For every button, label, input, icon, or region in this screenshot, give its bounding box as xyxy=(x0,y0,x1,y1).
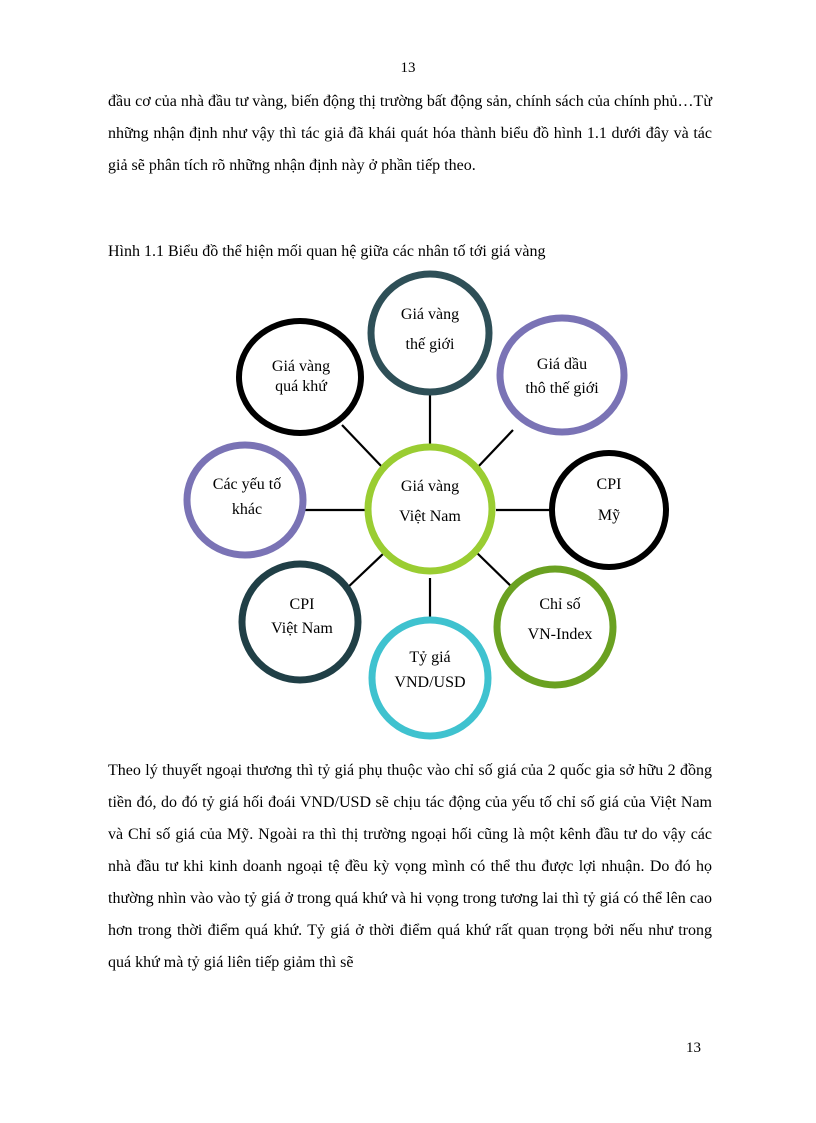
node-vn-index-line1: Chỉ số xyxy=(539,596,581,613)
node-center-vn-gold xyxy=(368,447,492,571)
node-center-line2: Việt Nam xyxy=(399,508,461,525)
node-world-gold xyxy=(371,274,489,392)
connector-past-gold xyxy=(342,425,383,468)
node-other-factors xyxy=(187,445,303,555)
node-world-gold-ring xyxy=(371,274,489,392)
node-world-gold-line2: thế giới xyxy=(405,336,455,353)
paragraph-exchange-rate: Theo lý thuyết ngoại thương thì tỷ giá phụ thuộc vào chỉ số giá của 2 quốc gia sở hữu 2 đồng tiền đó, do đó tỷ giá hối đoái VND/USD sẽ chịu tác động của yếu tố chỉ số giá của Việt Nam và Chỉ số giá của Mỹ. Ngoài ra thì thị trường ngoại hối cũng là một kênh đầu tư do vậy các nhà đầu tư khi kinh doanh ngoại tệ đều kỳ vọng mình có thể thu được lợi nhuận. Do đó họ thường nhìn vào vào tỷ giá ở trong quá khứ và hi vọng trong tương lai thì tỷ giá có thể lên cao hơn trong thời điểm quá khứ. Tỷ giá ở thời điểm quá khứ rất quan trọng bởi nếu như trong quá khứ mà tỷ giá liên tiếp giảm thì sẽ xyxy=(108,762,712,971)
node-cpi-us-line2: Mỹ xyxy=(597,507,621,524)
page-number-top: 13 xyxy=(400,60,416,76)
node-crude-oil-ring xyxy=(500,318,624,432)
figure-caption: Hình 1.1 Biểu đồ thể hiện mối quan hệ giữa các nhân tố tới giá vàng xyxy=(108,243,546,260)
node-exchange-rate xyxy=(372,620,488,736)
node-other-factors-ring xyxy=(187,445,303,555)
node-vn-index-line2: VN-Index xyxy=(527,626,593,643)
node-vn-index xyxy=(497,569,613,685)
node-past-gold xyxy=(239,321,361,433)
node-cpi-us-line1: CPI xyxy=(596,476,622,493)
connector-crude-oil xyxy=(476,430,513,469)
node-exchange-rate-line1: Tỷ giá xyxy=(409,649,451,666)
node-cpi-vn xyxy=(242,564,358,680)
node-other-factors-line2: khác xyxy=(231,501,263,518)
node-cpi-vn-line1: CPI xyxy=(289,596,315,613)
node-center-line1: Giá vàng xyxy=(400,478,460,495)
node-crude-oil xyxy=(500,318,624,432)
connector-cpi-vn xyxy=(345,554,383,590)
node-past-gold-line1: Giá vàng xyxy=(271,358,331,375)
node-past-gold-ring xyxy=(239,321,361,433)
node-other-factors-line1: Các yếu tố xyxy=(212,476,282,493)
node-cpi-us xyxy=(552,453,666,567)
page-number-bottom: 13 xyxy=(686,1040,701,1056)
node-past-gold-line2: quá khứ xyxy=(275,378,327,395)
node-crude-oil-line1: Giá dầu xyxy=(536,356,588,373)
node-crude-oil-line2: thô thế giới xyxy=(525,380,599,397)
node-cpi-vn-line2: Việt Nam xyxy=(271,620,333,637)
connector-vn-index xyxy=(476,552,515,590)
paragraph-intro: đầu cơ của nhà đầu tư vàng, biến động thị trường bất động sản, chính sách của chính phủ…Từ những nhận định như vậy thì tác giả đã khái quát hóa thành biểu đồ hình 1.1 dưới đây và tác giả sẽ phân tích rõ những nhận định này ở phần tiếp theo. xyxy=(108,93,712,174)
node-exchange-rate-line2: VND/USD xyxy=(394,674,466,691)
node-world-gold-line1: Giá vàng xyxy=(400,306,460,323)
